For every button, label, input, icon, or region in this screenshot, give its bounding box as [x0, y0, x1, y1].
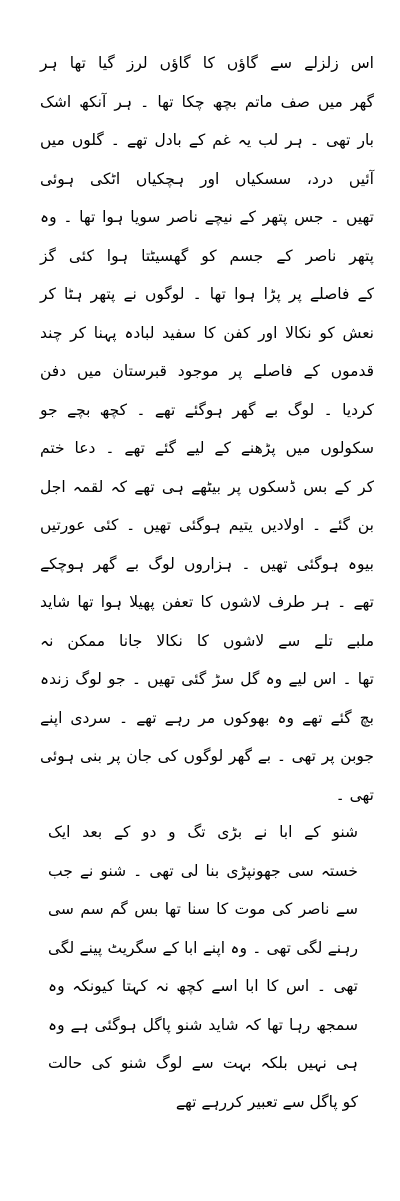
text-line: اس زلزلے سے گاؤں کا گاؤں لرز گیا تھا ہر	[40, 54, 374, 72]
text-line: بار تھی ۔ ہر لب یہ غم کے بادل تھے ۔ گلوں میں	[40, 131, 374, 149]
text-line: سے ناصر کی موت کا سنا تھا بس گم سم سی	[48, 900, 358, 918]
text-line: آئیں درد، سسکیاں اور ہچکیاں اٹکی ہوئی	[40, 169, 374, 188]
text-line: پتھر ناصر کے جسم کو گھسیٹتا ہوا کئی گز	[40, 246, 374, 265]
text-line: نعش کو نکالا اور کفن کا سفید لبادہ پہنا کر چند	[40, 323, 374, 342]
text-line: رہنے لگی تھی ۔ وہ اپنے ابا کے سگریٹ پینے لگی	[48, 938, 358, 957]
text-line: کو پاگل سے تعبیر کررہے تھے	[175, 1092, 358, 1111]
text-line: کردیا ۔ لوگ بے گھر ہوگئے تھے ۔ کچھ بچے جو	[40, 400, 374, 419]
text-line: قدموں کے فاصلے پر موجود قبرستان میں دفن	[40, 362, 374, 380]
text-line: گھر میں صف ماتم بچھ چکا تھا ۔ ہر آنکھ اشک	[40, 92, 374, 111]
text-line: کے فاصلے پر پڑا ہوا تھا ۔ لوگوں نے پتھر ہٹا کر	[40, 285, 374, 303]
text-line: سکولوں میں پڑھنے کے لیے گئے تھے ۔ دعا ختم	[40, 439, 374, 457]
text-line: کر کے بس ڈسکوں پر بیٹھے ہی تھے کہ لقمہ اجل	[40, 477, 374, 496]
text-line: بیوہ ہوگئی تھیں ۔ ہزاروں لوگ بے گھر ہوچکے	[40, 554, 374, 573]
text-line: جوبن پر تھی ۔ بے گھر لوگوں کی جان پر بنی ہوئی	[40, 747, 374, 765]
text-line: تھی ۔ اس کا ابا اسے کچھ نہ کہتا کیونکہ وہ	[48, 977, 358, 995]
paragraph-shanno	[48, 813, 358, 1121]
text-line: بچ گئے تھے وہ بھوکوں مر رہے تھے ۔ سردی اپنے	[40, 708, 374, 727]
text-line: خستہ سی جھونپڑی بنا لی تھی ۔ شنو نے جب	[48, 861, 358, 880]
text-line: تھے ۔ ہر طرف لاشوں کا تعفن پھیلا ہوا تھا شاید	[40, 593, 374, 611]
text-line: بن گئے ۔ اولادیں یتیم ہوگئی تھیں ۔ کئی عورتیں	[40, 516, 374, 534]
text-line: تھا ۔ اس لیے وہ گل سڑ گئی تھیں ۔ جو لوگ زندہ	[40, 670, 374, 688]
text-line: تھی ۔	[335, 785, 374, 804]
text-line: تھیں ۔ جس پتھر کے نیچے ناصر سویا ہوا تھا ۔ وہ	[40, 208, 374, 226]
text-line: شنو کے ابا نے بڑی تگ و دو کے بعد ایک	[48, 823, 358, 841]
text-line: سمجھ رہا تھا کہ شاید شنو پاگل ہوگئی ہے وہ	[48, 1015, 358, 1034]
paragraph-earthquake	[40, 44, 374, 814]
text-line: ملبے تلے سے لاشوں کا نکالا جانا ممکن نہ	[40, 631, 374, 650]
text-line: ہی نہیں بلکہ بہت سے لوگ شنو کی حالت	[48, 1054, 358, 1072]
